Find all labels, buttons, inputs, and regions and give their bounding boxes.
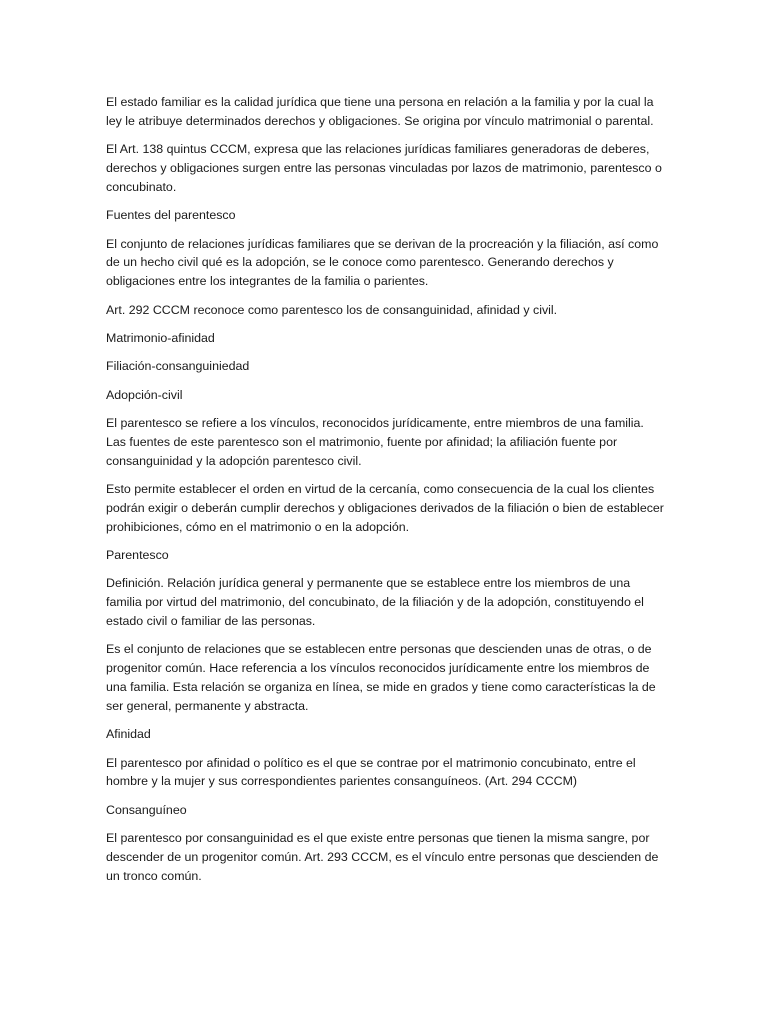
heading-afinidad: Afinidad — [106, 727, 151, 742]
document-page — [106, 93, 666, 895]
paragraph-art-138: El Art. 138 quintus CCCM, expresa que las relaciones jurídicas familiares generadoras de deberes, derechos y obligaciones surgen entre las personas vinculadas por lazos de matrimonio, parentesco o concubinato. — [106, 142, 662, 194]
heading-fuentes-del-parentesco: Fuentes del parentesco — [106, 208, 236, 223]
paragraph-conjunto-relaciones: El conjunto de relaciones jurídicas familiares que se derivan de la procreación y la filiación, así como de un hecho civil qué es la adopción, se le conoce como parentesco. Generando derechos y obligaciones entre los integrantes de la familia o parientes. — [106, 236, 659, 289]
paragraph-conjunto-descendencia: Es el conjunto de relaciones que se establecen entre personas que descienden unas de otras, o de progenitor común. Hace referencia a los vínculos reconocidos jurídicamente entre los miembros de una familia. Esta relación se organiza en línea, se mide en grados y tiene como características la de ser general, permanente y abstracta. — [106, 642, 656, 713]
heading-consanguineo: Consanguíneo — [106, 802, 187, 817]
list-line-matrimonio-afinidad: Matrimonio-afinidad — [106, 330, 215, 345]
heading-parentesco: Parentesco — [106, 548, 169, 563]
paragraph-estado-familiar: El estado familiar es la calidad jurídica que tiene una persona en relación a la familia y por la cual la ley le atribuye determinados derechos y obligaciones. Se origina por vínculo matrimonial o parental. — [106, 95, 654, 128]
paragraph-art-292: Art. 292 CCCM reconoce como parentesco los de consanguinidad, afinidad y civil. — [106, 302, 558, 317]
paragraph-consanguinidad: El parentesco por consanguinidad es el que existe entre personas que tienen la misma sangre, por descender de un progenitor común. Art. 293 CCCM, es el vínculo entre personas que descienden de un tronco común. — [106, 831, 659, 883]
list-line-adopcion-civil: Adopción-civil — [106, 387, 183, 402]
paragraph-orden-cercania: Esto permite establecer el orden en virtud de la cercanía, como consecuencia de la cual los clientes podrán exigir o deberán cumplir derechos y obligaciones derivados de la filiación o bien de establecer prohibiciones, cómo en el matrimonio o en la adopción. — [106, 482, 664, 534]
paragraph-afinidad: El parentesco por afinidad o político es el que se contrae por el matrimonio concubinato, entre el hombre y la mujer y sus correspondientes parientes consanguíneos. (Art. 294 CCCM) — [106, 755, 636, 789]
list-line-filiacion-consanguiniedad: Filiación-consanguiniedad — [106, 359, 250, 374]
paragraph-definicion: Definición. Relación jurídica general y permanente que se establece entre los miembros de una familia por virtud del matrimonio, del concubinato, de la filiación y de la adopción, constituyendo el estado civil o familiar de las personas. — [106, 576, 644, 629]
paragraph-vinculos-reconocidos: El parentesco se refiere a los vínculos, reconocidos jurídicamente, entre miembros de una familia. Las fuentes de este parentesco son el matrimonio, fuente por afinidad; la afiliación fuente por consanguinidad y la adopción parentesco civil. — [106, 416, 644, 468]
